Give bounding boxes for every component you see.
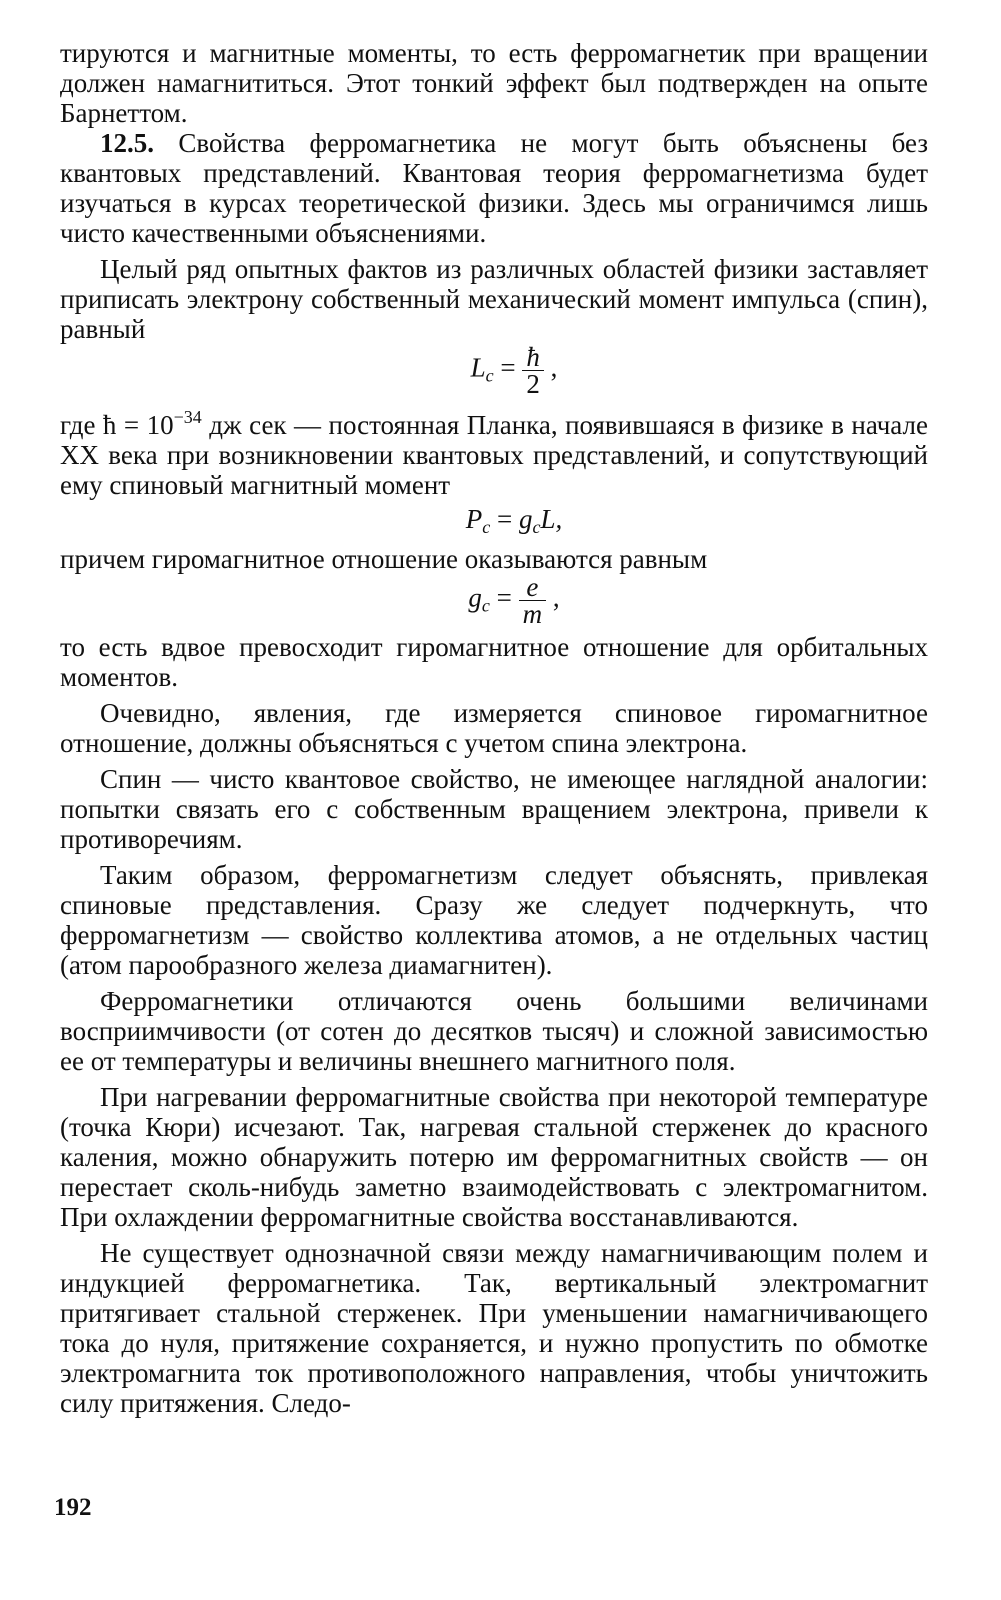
formula-gyromagnetic-ratio	[100, 574, 928, 632]
section-text: Свойства ферромагнетика не могут быть объяснены без квантовых представлений. Квантовая теория ферромагнетизма будет изучаться в курсах теоретической физики. Здесь мы ограничимся лишь чисто качественными объяснениями.	[60, 128, 928, 248]
formula-1-tail: ,	[543, 352, 558, 383]
formula-2-g: g	[518, 504, 533, 534]
paragraph-3: Целый ряд опытных фактов из различных областей физики заставляет приписать электрону собственный механический момент импульса (спин), равный	[60, 254, 928, 344]
formula-spin-momentum	[100, 344, 928, 402]
formula-1-eq: =	[493, 352, 523, 383]
paragraph-5: причем гиромагнитное отношение оказываются равным	[60, 544, 708, 574]
paragraph-1: тируются и магнитные моменты, то есть ферромагнетик при вращении должен намагнититься. Этот тонкий эффект был подтвержден на опыте Барнеттом.	[60, 38, 928, 128]
paragraph-9: Таким образом, ферромагнетизм следует объяснять, привлекая спиновые представления. Сразу же следует подчеркнуть, что ферромагнетизм — свойство коллектива атомов, а не отдельных частиц (атом парообразного железа диамагнитен).	[60, 860, 928, 980]
formula-3-lhs: g	[468, 582, 482, 613]
paragraph-11: При нагревании ферромагнитные свойства при некоторой температуре (точка Кюри) исчезают. Так, нагревая стальной стерженек до красного каления, можно обнаружить потерю им ферромагнитных свойств — он перестает сколь-нибудь заметно взаимодействовать с электромагнитом. При охлаждении ферромагнитные свойства восстанавливаются.	[60, 1082, 928, 1232]
paragraph-4	[60, 402, 928, 500]
paragraph-10: Ферромагнетики отличаются очень большими величинами восприимчивости (от сотен до десятков тысяч) и сложной зависимостью ее от температуры и величины внешнего магнитного поля.	[60, 986, 928, 1076]
section-number: 12.5.	[100, 128, 154, 158]
paragraph-section-12-5	[60, 128, 928, 248]
formula-1-numerator: ħ	[522, 344, 544, 371]
formula-2-lhs: P	[465, 504, 483, 534]
formula-1-fraction	[522, 344, 544, 397]
formula-1-sub: c	[485, 365, 494, 386]
formula-1-denominator: 2	[526, 369, 540, 399]
paragraph-12: Не существует однозначной связи между намагничивающим полем и индукцией ферромагнетика. Так, вертикальный электромагнит притягивает стальной стерженек. При уменьшении намагничивающего тока до нуля, притяжение сохраняется, и нужно пропустить по обмотке электромагнита ток противоположного направления, чтобы уничтожить силу притяжения. Следо-	[60, 1238, 928, 1418]
formula-3-sub: c	[481, 595, 490, 616]
formula-3-denominator: m	[522, 599, 543, 629]
paragraph-4-a: где ħ = 10	[60, 410, 174, 440]
paragraph-6: то есть вдвое превосходит гиромагнитное отношение для орбитальных моментов.	[60, 632, 928, 692]
formula-3-eq: =	[489, 582, 519, 613]
paragraph-4-b: дж сек — постоянная Планка, появившаяся в физике в начале XX века при возникновении квантовых представлений, и сопутствующий ему спиновый магнитный момент	[60, 410, 928, 500]
paragraph-4-exponent: −34	[173, 407, 202, 427]
paragraph-8: Спин — чисто квантовое свойство, не имеющее наглядной аналогии: попытки связать его с собственным вращением электрона, привели к противоречиям.	[60, 764, 928, 854]
formula-2-rhs: L,	[540, 504, 563, 534]
paragraph-7: Очевидно, явления, где измеряется спиновое гиромагнитное отношение, должны объясняться с учетом спина электрона.	[60, 698, 928, 758]
formula-spin-magnetic-moment	[100, 504, 928, 544]
formula-2-eq: =	[490, 504, 519, 534]
formula-2-sub-2: c	[532, 517, 541, 537]
formula-3-fraction	[519, 574, 547, 627]
formula-3-tail: ,	[546, 582, 560, 613]
formula-1-lhs: L	[470, 352, 486, 383]
formula-3-numerator: e	[519, 574, 547, 601]
page-number: 192	[54, 1494, 92, 1521]
formula-2-sub-1: c	[482, 517, 491, 537]
page-body	[60, 38, 928, 1418]
